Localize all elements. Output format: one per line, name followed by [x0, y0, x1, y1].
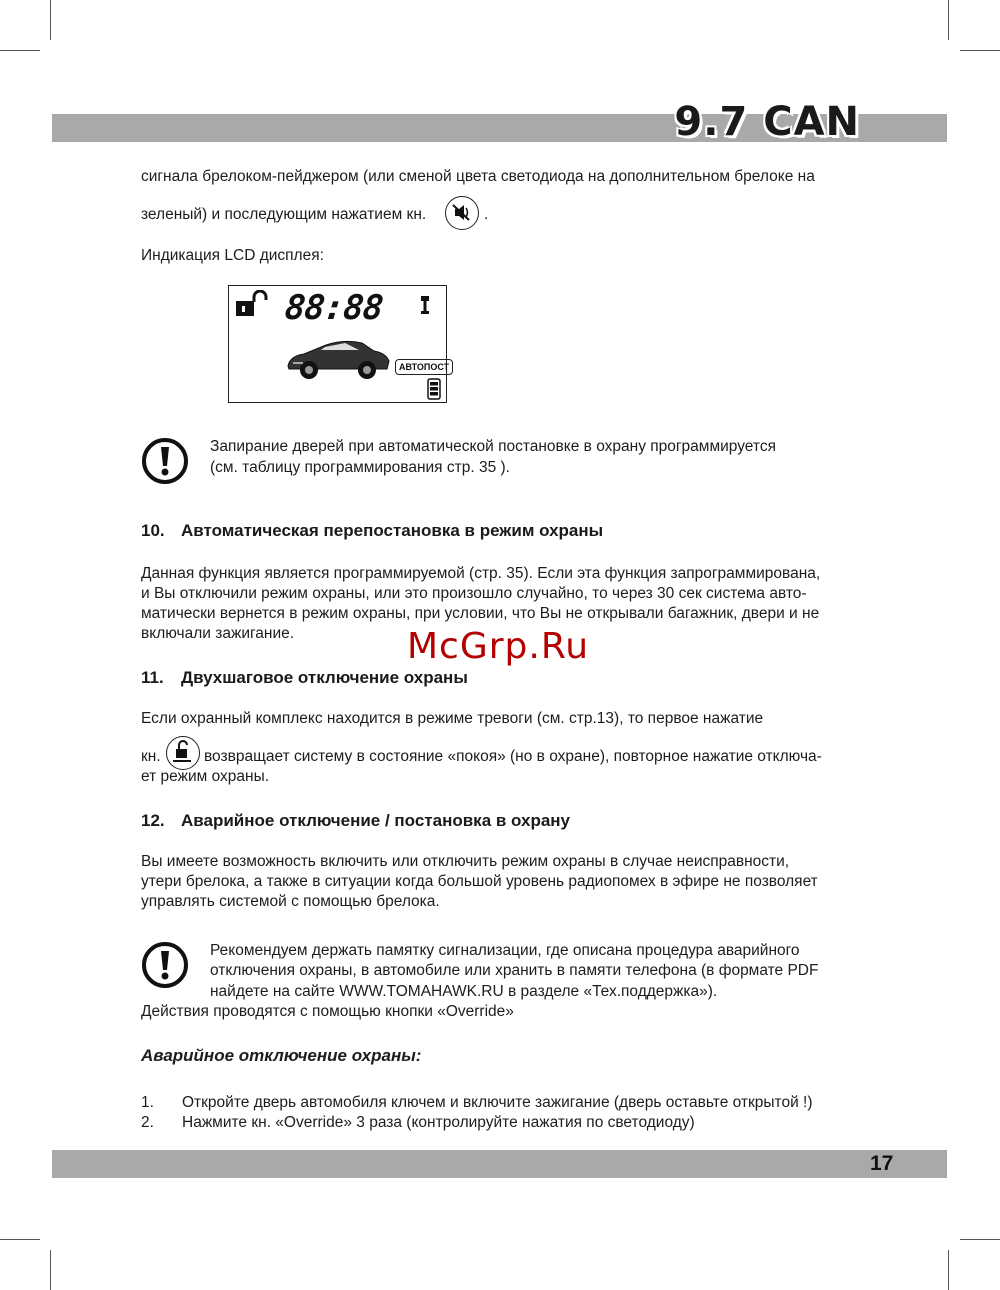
battery-icon [427, 378, 441, 400]
intro-line-2-period: . [484, 206, 489, 223]
section-12-title: Аварийное отключение / постановка в охрану [181, 811, 571, 830]
intro-line-2-text: зеленый) и последующим нажатием кн. [141, 206, 427, 223]
section-11-line-2-prefix: кн. [141, 748, 161, 765]
unlock-button-icon [166, 736, 200, 770]
crop-mark [960, 50, 1000, 51]
note-2-line: найдете на сайте WWW.TOMAHAWK.RU в разделе «Тех.поддержка»). [210, 983, 718, 1000]
step-text: Откройте дверь автомобиля ключем и включите зажигание (дверь оставьте открытой !) [182, 1094, 813, 1111]
crop-mark [960, 1239, 1000, 1240]
intro-line-1: сигнала брелоком-пейджером (или сменой цвета светодиода на дополнительном брелоке на [141, 168, 815, 185]
autostart-badge: АВТОПОСТ [395, 359, 453, 375]
section-11-line-3: ет режим охраны. [141, 768, 270, 785]
key-icon [419, 294, 431, 316]
section-11-heading [141, 667, 468, 689]
section-10-line: включали зажигание. [141, 625, 295, 642]
section-12-line: утери брелока, а также в ситуации когда большой уровень радиопомех в эфире не позволяет [141, 873, 818, 890]
note-2-after: Действия проводятся с помощью кнопки «Override» [141, 1003, 514, 1020]
section-10-line: и Вы отключили режим охраны, или это произошло случайно, то через 30 сек система авто- [141, 585, 807, 602]
mute-button-icon [445, 196, 479, 230]
note-2-line: Рекомендуем держать памятку сигнализации, где описана процедура аварийного [210, 942, 800, 959]
page-title: 9.7 CAN [674, 99, 860, 145]
section-12-line: управлять системой с помощью брелока. [141, 893, 440, 910]
crop-mark [50, 1250, 51, 1290]
section-10-line: Данная функция является программируемой (стр. 35). Если эта функция запрограммирована, [141, 565, 821, 582]
crop-mark [0, 1239, 40, 1240]
section-12-number: 12. [141, 811, 165, 830]
section-11-line-1: Если охранный комплекс находится в режиме тревоги (см. стр.13), то первое нажатие [141, 710, 764, 727]
note-2-line: отключения охраны, в автомобиле или хранить в памяти телефона (в формате PDF [210, 962, 819, 979]
car-icon [285, 336, 391, 382]
warning-icon [140, 436, 190, 486]
lcd-display [228, 285, 450, 403]
crop-mark [948, 0, 949, 40]
watermark: McGrp.Ru [407, 626, 590, 667]
note-1-line-1: Запирание дверей при автоматической постановке в охрану программируется [210, 438, 776, 455]
section-10-heading [141, 520, 603, 542]
section-12-heading [141, 810, 570, 832]
lcd-label: Индикация LCD дисплея: [141, 247, 324, 264]
crop-mark [948, 1250, 949, 1290]
crop-mark [50, 0, 51, 40]
section-10-number: 10. [141, 521, 165, 540]
padlock-open-icon [167, 737, 198, 768]
crop-mark [0, 50, 40, 51]
note-1-line-2: (см. таблицу программирования стр. 35 ). [210, 459, 510, 476]
footer-bar [52, 1150, 947, 1178]
emergency-step [141, 1113, 695, 1134]
section-10-line: матически вернется в режим охраны, при условии, что Вы не открывали багажник, двери и не [141, 605, 820, 622]
section-11-title: Двухшаговое отключение охраны [181, 668, 468, 687]
intro-line-2 [141, 205, 426, 226]
warning-icon [140, 940, 190, 990]
section-11-number: 11. [141, 668, 164, 687]
section-12-line: Вы имеете возможность включить или отключить режим охраны в случае неисправности, [141, 853, 790, 870]
speaker-mute-icon [446, 197, 477, 228]
emergency-title: Аварийное отключение охраны: [141, 1046, 422, 1065]
page-number: 17 [870, 1152, 894, 1175]
emergency-step [141, 1093, 813, 1114]
lcd-time: 88:88 [282, 288, 385, 328]
section-11-line-2: возвращает систему в состояние «покоя» (но в охране), повторное нажатие отключа- [204, 748, 822, 765]
unlock-icon [234, 290, 268, 318]
step-text: Нажмите кн. «Override» 3 раза (контролируйте нажатия по светодиоду) [182, 1114, 695, 1131]
section-10-title: Автоматическая перепостановка в режим охраны [181, 521, 604, 540]
step-number: 2. [141, 1114, 154, 1131]
step-number: 1. [141, 1094, 154, 1111]
